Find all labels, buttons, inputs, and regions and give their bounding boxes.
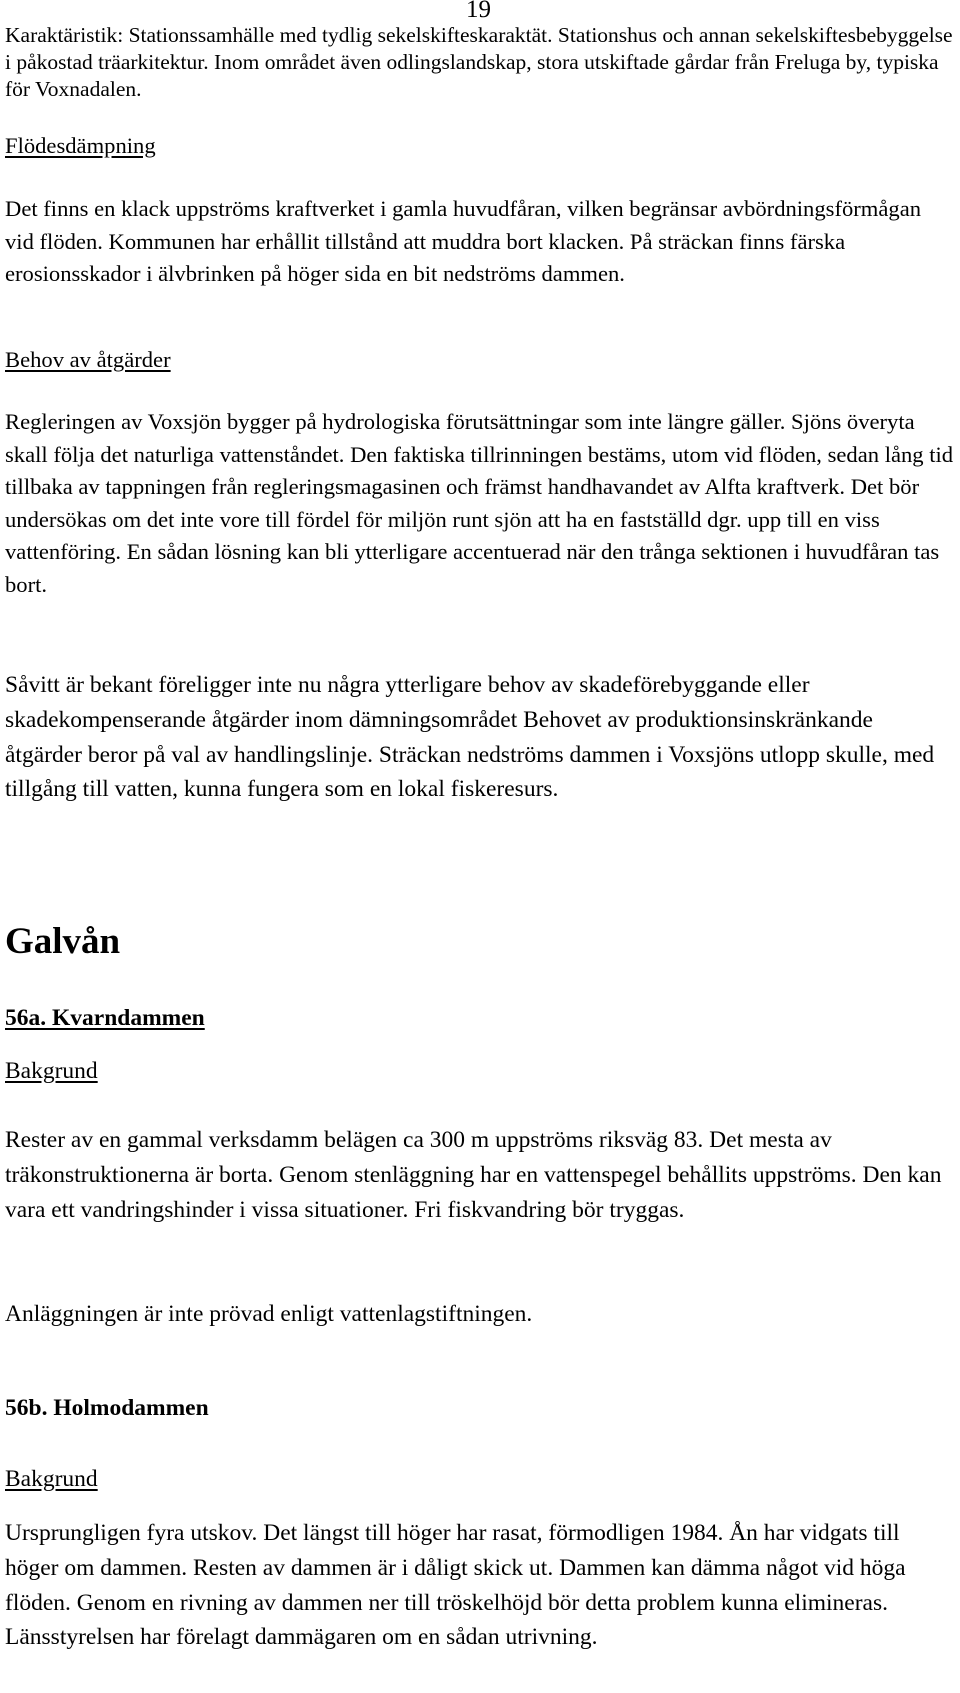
behov-paragraph-1: Regleringen av Voxsjön bygger på hydrologiska förutsättningar som inte längre gäller. Sjöns överyta skall följa det naturliga vattenståndet. Den faktiska tillrinningen bestäms, utom vid flöden, sedan lång tid tillbaka av tappningen från regleringsmagasinen och främst handhavandet av Alfta kraftverk. Det bör undersökas om det inte vore till fördel för miljön runt sjön att ha en fastställd dgr. upp till en viss vattenföring. En sådan lösning kan bli ytterligare accentuerad när den trånga sektionen i huvudfåran tas bort. bbox=[5, 409, 954, 597]
section-56a-paragraph-2: Anläggningen är inte prövad enligt vattenlagstiftningen. bbox=[5, 1301, 533, 1327]
section-56b-paragraph: Ursprungligen fyra utskov. Det längst till höger har rasat, förmodligen 1984. Ån har vidgats till höger om dammen. Resten av dammen är i dåligt skick ut. Dammen kan dämma något vid höga flöden. Genom en rivning av dammen ner till tröskelhöjd bör detta problem kunna elimineras. Länsstyrelsen har förelagt dammägaren om en sådan utrivning. bbox=[5, 1520, 906, 1651]
flodesdampning-paragraph: Det finns en klack uppströms kraftverket i gamla huvudfåran, vilken begränsar avbördningsförmågan vid flöden. Kommunen har erhållit tillstånd att muddra bort klacken. På sträckan finns färska erosionsskador i älvbrinken på höger sida en bit nedströms dammen. bbox=[5, 196, 922, 286]
section-56a-subheading: Bakgrund bbox=[5, 1058, 98, 1084]
behov-paragraph-2: Såvitt är bekant föreligger inte nu några ytterligare behov av skadeförebyggande eller skadekompenserande åtgärder inom dämningsområdet Behovet av produktionsinskränkande åtgärder beror på val av handlingslinje. Sträckan nedströms dammen i Voxsjöns utlopp skulle, med tillgång till vatten, kunna fungera som en lokal fiskeresurs. bbox=[5, 672, 935, 803]
section-56a-heading: 56a. Kvarndammen bbox=[5, 1005, 205, 1031]
flodesdampning-heading: Flödesdämpning bbox=[5, 133, 156, 158]
galvan-title: Galvån bbox=[5, 921, 121, 962]
section-56a-paragraph-1: Rester av en gammal verksdamm belägen ca 300 m uppströms riksväg 83. Det mesta av träkonstruktionerna är borta. Genom stenläggning har en vattenspegel behållits uppströms. Den kan vara ett vandringshinder i vissa situationer. Fri fiskvandring bör tryggas. bbox=[5, 1127, 942, 1223]
page-number: 19 bbox=[466, 0, 491, 23]
section-56b-heading: 56b. Holmodammen bbox=[5, 1395, 209, 1421]
intro-paragraph: Karaktäristik: Stationssamhälle med tydlig sekelskifteskaraktät. Stationshus och annan sekelskiftesbebyggelse i påkostad träarkitektur. Inom området även odlingslandskap, stora utskiftade gårdar från Freluga by, typiska för Voxnadalen. bbox=[5, 23, 953, 101]
behov-heading: Behov av åtgärder bbox=[5, 347, 171, 372]
section-56b-subheading: Bakgrund bbox=[5, 1466, 98, 1492]
